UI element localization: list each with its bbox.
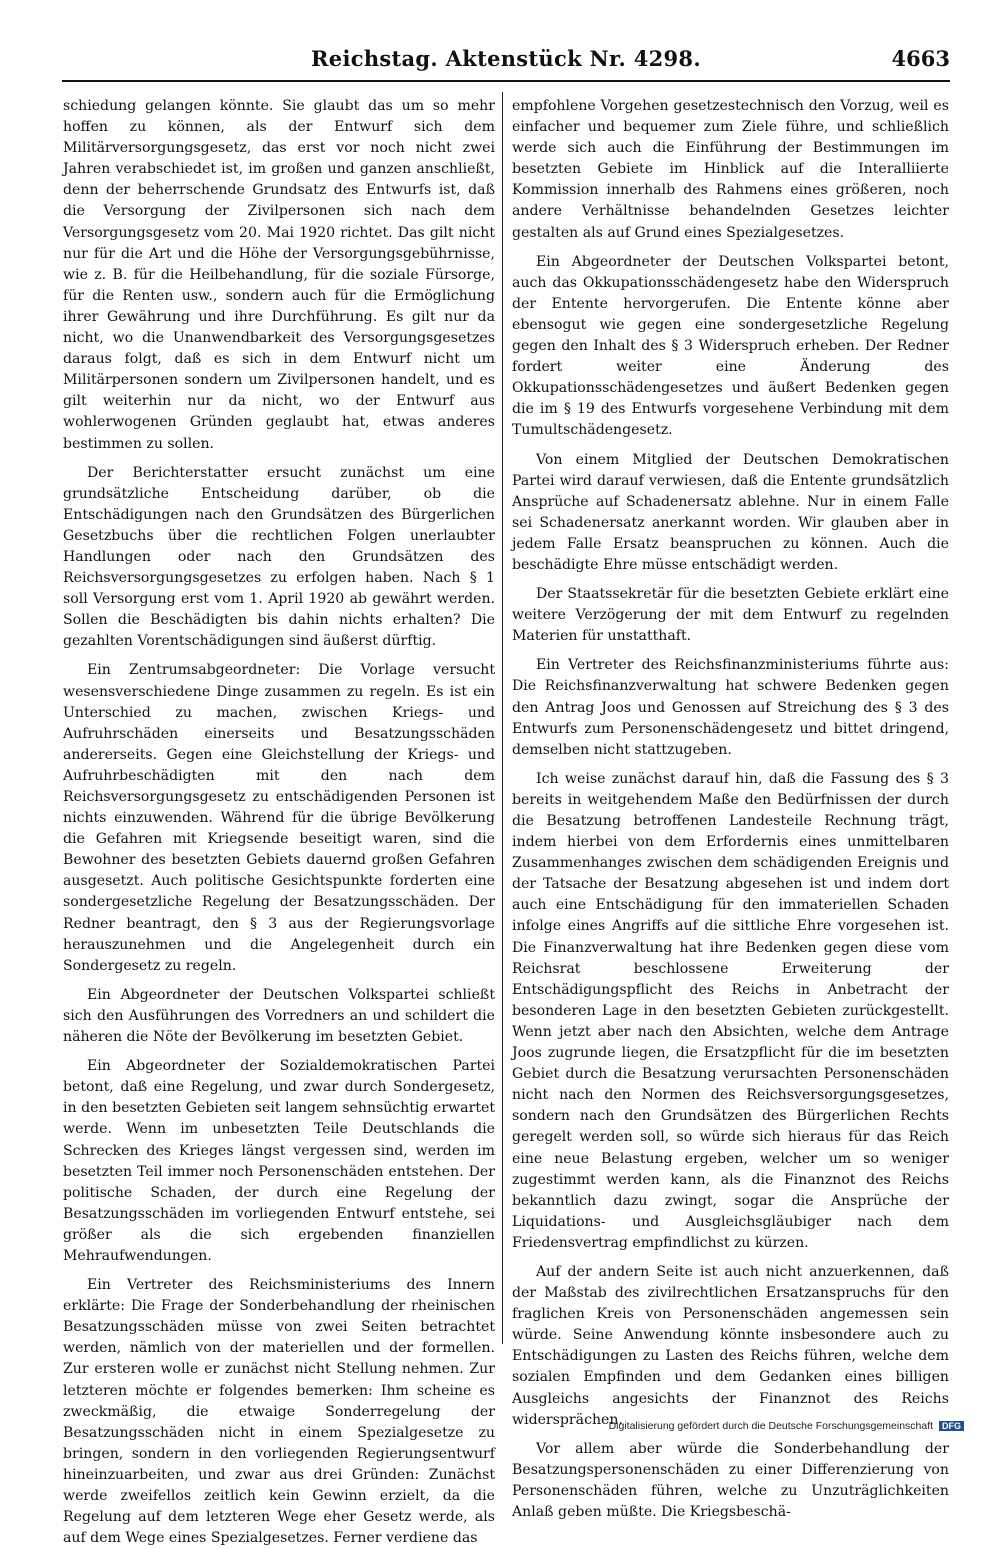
paragraph: Ein Abgeordneter der Deutschen Volkspartei schließt sich den Ausführungen des Vorredners an und schildert die näheren die Nöte der Bevölkerung im besetzten Gebiet. xyxy=(63,986,495,1046)
left-column xyxy=(63,96,495,1547)
paragraph: Von einem Mitglied der Deutschen Demokratischen Partei wird darauf verwiesen, daß die Entente grundsätzlich Ansprüche auf Schadenersatz ablehne. Nur in einem Falle sei Schadenersatz anerkannt worden. Wir glauben aber in jedem Falle Ersatz beanspruchen zu können. Auch die beschädigte Ehre müsse entschädigt werden. xyxy=(512,451,949,573)
paragraph: Ein Zentrumsabgeordneter: Die Vorlage versucht wesensverschiedene Dinge zusammen zu regeln. Es ist ein Unterschied zu machen, zwischen Kriegs- und Aufruhrschäden einerseits und Besatzungsschäden andererseits. Gegen eine Gleichstellung der Kriegs- und Aufruhrbeschädigten mit den nach dem Reichsversorgungsgesetz zu entschädigenden Personen ist nichts einzuwenden. Während für die übrige Bevölkerung die Gefahren mit Kriegsende beseitigt waren, sind die Bewohner des besetzten Gebiets dauernd großen Gefahren ausgesetzt. Auch politische Gesichtspunkte forderten eine sondergesetzliche Regelung der Besatzungsschäden. Der Redner beantragt, den § 3 aus der Regierungsvorlage herauszunehmen und die Angelegenheit durch ein Sondergesetz zu regeln. xyxy=(63,662,495,974)
credit-text: Digitalisierung gefördert durch die Deutsche Forschungsgemeinschaft xyxy=(608,1420,934,1432)
page-number: 4663 xyxy=(891,46,950,71)
paragraph: Auf der andern Seite ist auch nicht anzuerkennen, daß der Maßstab des zivilrechtlichen Ersatzanspruchs für den fraglichen Kreis von Personenschäden angemessen sein würde. Seine Anwendung könnte insbesondere auch zu Entschädigungen zu Lasten des Reichs führen, welche dem sozialen Empfinden und dem Gedanken eines billigen Ausgleichs angesichts der Finanznot des Reichs widersprächen. xyxy=(512,1263,949,1428)
paragraph: Ich weise zunächst darauf hin, daß die Fassung des § 3 bereits in weitgehendem Maße den Bedürfnissen der durch die Besatzung betroffenen Landesteile Rechnung trägt, indem hierbei von dem Erfordernis eines unmittelbaren Zusammenhanges zwischen dem schädigenden Ereignis und der Tatsache der Besatzung abgesehen ist und indem dort auch eine Entschädigung für den immateriellen Schaden infolge eines Angriffs auf die sittliche Ehre vorgesehen ist. Die Finanzverwaltung hat ihre Bedenken gegen diese vom Reichsrat beschlossene Erweiterung der Entschädigungspflicht des Reichs in Anbetracht der besonderen Lage in den besetzten Gebieten zurückgestellt. Wenn jetzt aber nach den Absichten, welche dem Antrage Joos zugrunde liegen, die Ersatzpflicht für die im besetzten Gebiet durch die Besatzung verursachten Personenschäden nicht nach den Normen des Reichsversorgungsgesetzes, sondern nach den Grundsätzen des Bürgerlichen Rechts geregelt werden soll, so würde sich hieraus für das Reich eine neue Belastung ergeben, welcher um so weniger zugestimmt werden kann, als die Finanznot des Reichs bekanntlich dazu zwingt, sogar die Ansprüche der Liquidations- und Ausgleichsgläubiger nach dem Friedensvertrag empfindlichst zu kürzen. xyxy=(512,770,949,1251)
paragraph: Ein Abgeordneter der Sozialdemokratischen Partei betont, daß eine Regelung, und zwar durch Sondergesetz, in den besetzten Gebieten seit langem sehnsüchtig erwartet werde. Wenn im unbesetzten Teile Deutschlands die Schrecken des Krieges längst vergessen sind, werden im besetzten Teil immer noch Personenschäden entstehen. Der politische Schaden, der durch eine Regelung der Besatzungsschäden im vorliegenden Entwurf entstehe, sei größer als die sich ergebenden finanziellen Mehraufwendungen. xyxy=(63,1058,495,1264)
paragraph: Ein Vertreter des Reichsfinanzministeriums führte aus: Die Reichsfinanzverwaltung hat schwere Bedenken gegen den Antrag Joos und Genossen auf Streichung des § 3 des Entwurfs zum Personenschädengesetz und bittet dringend, demselben nicht stattzugeben. xyxy=(512,657,949,758)
column-divider xyxy=(502,92,503,1344)
paragraph: empfohlene Vorgehen gesetzestechnisch den Vorzug, weil es einfacher und bequemer zum Ziele führe, und schließlich werde sich auch die Einführung der Bestimmungen im besetzten Gebiete im Hinblick auf die Interalliierte Kommission innerhalb des Rahmens eines größeren, noch andere Verhältnisse behandelnden Gesetzes leichter gestalten als auf Grund eines Spezialgesetzes. xyxy=(512,98,949,241)
paragraph: schiedung gelangen könnte. Sie glaubt das um so mehr hoffen zu können, als der Entwurf sich dem Militärversorgungsgesetz, das erst vor noch nicht zwei Jahren verabschiedet ist, im großen und ganzen anschließt, denn der beherrschende Grundsatz des Entwurfs ist, daß die Versorgung der Zivilpersonen sich nach dem Versorgungsgesetz vom 20. Mai 1920 richtet. Das gilt nicht nur für die Art und die Höhe der Versorgungsgebührnisse, wie z. B. für die Heilbehandlung, für die soziale Fürsorge, für die Renten usw., sondern auch für die Ermöglichung ihrer Gewährung und ihre Durchführung. Es gilt nur da nicht, wo die Unanwendbarkeit des Versorgungsgesetzes daraus folgt, daß es sich in dem Entwurf nicht um Militärpersonen sondern um Zivilpersonen handelt, und es gilt weiterhin nur da nicht, wo der Entwurf aus wohlerwogenen Gründen geglaubt hat, etwas anderes bestimmen zu sollen. xyxy=(63,98,495,452)
paragraph: Vor allem aber würde die Sonderbehandlung der Besatzungspersonenschäden zu einer Differenzierung von Personenschäden führen, welche zu Unzuträglichkeiten Anlaß geben müßte. Die Kriegsbeschä- xyxy=(512,1440,949,1520)
digitization-credit xyxy=(609,1420,964,1432)
paragraph: Der Berichterstatter ersucht zunächst um eine grundsätzliche Entscheidung darüber, ob die Entschädigungen nach den Grundsätzen des Bürgerlichen Gesetzbuchs über die rechtlichen Folgen unerlaubter Handlungen oder nach den Grundsätzen des Reichsversorgungsgesetzes zu erfolgen haben. Nach § 1 soll Versorgung erst vom 1. April 1920 ab gewährt werden. Sollen die Beschädigten bis dahin nichts erhalten? Die gezahlten Vorentschädigungen sind äußerst dürftig. xyxy=(63,464,495,650)
paragraph: Der Staatssekretär für die besetzten Gebiete erklärt eine weitere Verzögerung der mit dem Entwurf zu regelnden Materien für unstatthaft. xyxy=(512,586,949,645)
page-header xyxy=(62,46,950,82)
paragraph: Ein Vertreter des Reichsministeriums des Innern erklärte: Die Frage der Sonderbehandlung der rheinischen Besatzungsschäden müsse von zwei Seiten betrachtet werden, nämlich von der materiellen und der formellen. Zur ersteren wolle er zunächst nicht Stellung nehmen. Zur letzteren möchte er folgendes bemerken: Ihm scheine es zweckmäßig, die etwaige Sonderregelung der Besatzungsschäden nicht in einem Spezialgesetze zu bringen, sondern in den vorliegenden Regierungsentwurf hineinzuarbeiten, und zwar aus drei Gründen: Zunächst werde zweifellos zeitlich kein Gewinn erzielt, da die Regelung auf dem letzteren Wege eher Gesetz werde, als auf dem Wege eines Spezialgesetzes. Ferner verdiene das xyxy=(63,1277,495,1547)
page-title: Reichstag. Aktenstück Nr. 4298. xyxy=(311,46,701,71)
dfg-logo: DFG xyxy=(939,1421,964,1431)
paragraph: Ein Abgeordneter der Deutschen Volkspartei betont, auch das Okkupationsschädengesetz habe den Widerspruch der Entente hervorgerufen. Die Entente könne aber ebensogut wie gegen eine sondergesetzliche Regelung gegen den Inhalt des § 3 Widerspruch erheben. Der Redner fordert weiter eine Änderung des Okkupationsschädengesetzes und äußert Bedenken gegen die im § 19 des Entwurfs vorgesehene Verbindung mit dem Tumultschädengesetz. xyxy=(512,253,949,439)
